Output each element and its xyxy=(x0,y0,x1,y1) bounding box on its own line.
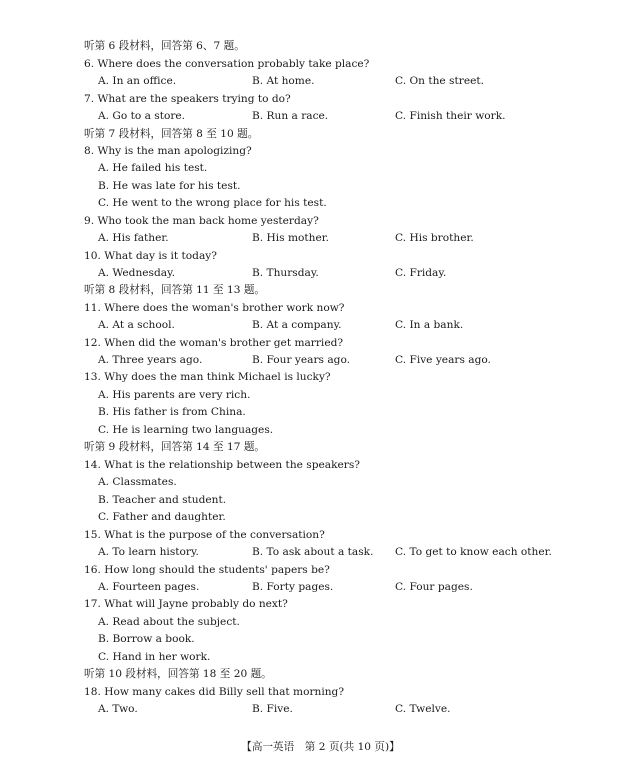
option-line xyxy=(0,178,641,195)
option-b: B. At a company. xyxy=(252,319,342,331)
option-b: B. His father is from China. xyxy=(98,406,246,418)
option-b: B. Five. xyxy=(252,703,293,715)
options-row xyxy=(0,230,641,247)
option-line xyxy=(0,387,641,404)
option-b: B. To ask about a task. xyxy=(252,546,374,558)
option-b: B. Thursday. xyxy=(252,267,319,279)
option-a: A. Wednesday. xyxy=(98,267,176,279)
option-c: C. He went to the wrong place for his test. xyxy=(98,197,327,209)
option-line xyxy=(0,422,641,439)
question-stem: 6. Where does the conversation probably take place? xyxy=(84,58,370,70)
option-c: C. Hand in her work. xyxy=(98,651,211,663)
option-a: A. He failed his test. xyxy=(98,162,208,174)
option-c: C. Father and daughter. xyxy=(98,511,226,523)
question-stem: 12. When did the woman's brother get married? xyxy=(84,337,344,349)
option-b: B. His mother. xyxy=(252,232,329,244)
question-16 xyxy=(0,562,641,579)
question-8 xyxy=(0,143,641,160)
question-stem: 7. What are the speakers trying to do? xyxy=(84,93,291,105)
question-stem: 8. Why is the man apologizing? xyxy=(84,145,252,157)
option-line xyxy=(0,160,641,177)
option-a: A. Read about the subject. xyxy=(98,616,240,628)
option-b: B. Four years ago. xyxy=(252,354,351,366)
section-heading xyxy=(0,666,641,683)
option-b: B. Borrow a book. xyxy=(98,633,195,645)
question-7 xyxy=(0,91,641,108)
question-17 xyxy=(0,596,641,613)
option-c: C. Friday. xyxy=(395,267,447,279)
section-6-heading: 听第 6 段材料，回答第 6、7 题。 xyxy=(84,40,245,52)
question-stem: 10. What day is it today? xyxy=(84,250,217,262)
question-9 xyxy=(0,213,641,230)
option-line xyxy=(0,631,641,648)
option-c: C. His brother. xyxy=(395,232,474,244)
section-8-heading: 听第 8 段材料，回答第 11 至 13 题。 xyxy=(84,284,266,296)
option-c: C. On the street. xyxy=(395,75,484,87)
question-13 xyxy=(0,369,641,386)
question-stem: 16. How long should the students' papers be? xyxy=(84,564,330,576)
option-line xyxy=(0,492,641,509)
option-b: B. Run a race. xyxy=(252,110,329,122)
question-15 xyxy=(0,527,641,544)
options-row xyxy=(0,579,641,596)
option-line xyxy=(0,474,641,491)
option-a: A. Three years ago. xyxy=(98,354,203,366)
question-6 xyxy=(0,56,641,73)
option-line xyxy=(0,509,641,526)
option-b: B. He was late for his test. xyxy=(98,180,241,192)
options-row xyxy=(0,73,641,90)
option-b: B. Teacher and student. xyxy=(98,494,227,506)
option-c: C. Finish their work. xyxy=(395,110,506,122)
question-stem: 15. What is the purpose of the conversation? xyxy=(84,529,325,541)
option-c: C. To get to know each other. xyxy=(395,546,552,558)
section-heading xyxy=(0,282,641,299)
option-c: C. He is learning two languages. xyxy=(98,424,274,436)
option-a: A. His parents are very rich. xyxy=(98,389,251,401)
option-a: A. Classmates. xyxy=(98,476,177,488)
question-stem: 18. How many cakes did Billy sell that morning? xyxy=(84,686,345,698)
question-stem: 13. Why does the man think Michael is lucky? xyxy=(84,371,331,383)
options-row xyxy=(0,265,641,282)
option-c: C. Twelve. xyxy=(395,703,451,715)
option-c: C. In a bank. xyxy=(395,319,464,331)
question-10 xyxy=(0,248,641,265)
option-a: A. His father. xyxy=(98,232,169,244)
section-heading xyxy=(0,439,641,456)
option-a: A. Go to a store. xyxy=(98,110,186,122)
section-heading xyxy=(0,38,641,55)
question-14 xyxy=(0,457,641,474)
options-row xyxy=(0,544,641,561)
question-stem: 9. Who took the man back home yesterday? xyxy=(84,215,319,227)
options-row xyxy=(0,701,641,718)
option-a: A. To learn history. xyxy=(98,546,199,558)
option-a: A. In an office. xyxy=(98,75,177,87)
option-a: A. Two. xyxy=(98,703,138,715)
options-row xyxy=(0,108,641,125)
option-line xyxy=(0,404,641,421)
option-c: C. Four pages. xyxy=(395,581,473,593)
option-a: A. At a school. xyxy=(98,319,175,331)
option-line xyxy=(0,614,641,631)
options-row xyxy=(0,352,641,369)
page-footer: 【高一英语 第 2 页(共 10 页)】 xyxy=(241,741,400,753)
option-b: B. At home. xyxy=(252,75,315,87)
question-12 xyxy=(0,335,641,352)
option-c: C. Five years ago. xyxy=(395,354,491,366)
options-row xyxy=(0,317,641,334)
question-stem: 17. What will Jayne probably do next? xyxy=(84,598,288,610)
section-9-heading: 听第 9 段材料，回答第 14 至 17 题。 xyxy=(84,441,266,453)
option-a: A. Fourteen pages. xyxy=(98,581,200,593)
section-heading xyxy=(0,126,641,143)
option-b: B. Forty pages. xyxy=(252,581,334,593)
option-line xyxy=(0,649,641,666)
question-11 xyxy=(0,300,641,317)
section-10-heading: 听第 10 段材料，回答第 18 至 20 题。 xyxy=(84,668,272,680)
question-18 xyxy=(0,684,641,701)
section-7-heading: 听第 7 段材料，回答第 8 至 10 题。 xyxy=(84,128,259,140)
question-stem: 14. What is the relationship between the speakers? xyxy=(84,459,360,471)
question-stem: 11. Where does the woman's brother work now? xyxy=(84,302,345,314)
option-line xyxy=(0,195,641,212)
